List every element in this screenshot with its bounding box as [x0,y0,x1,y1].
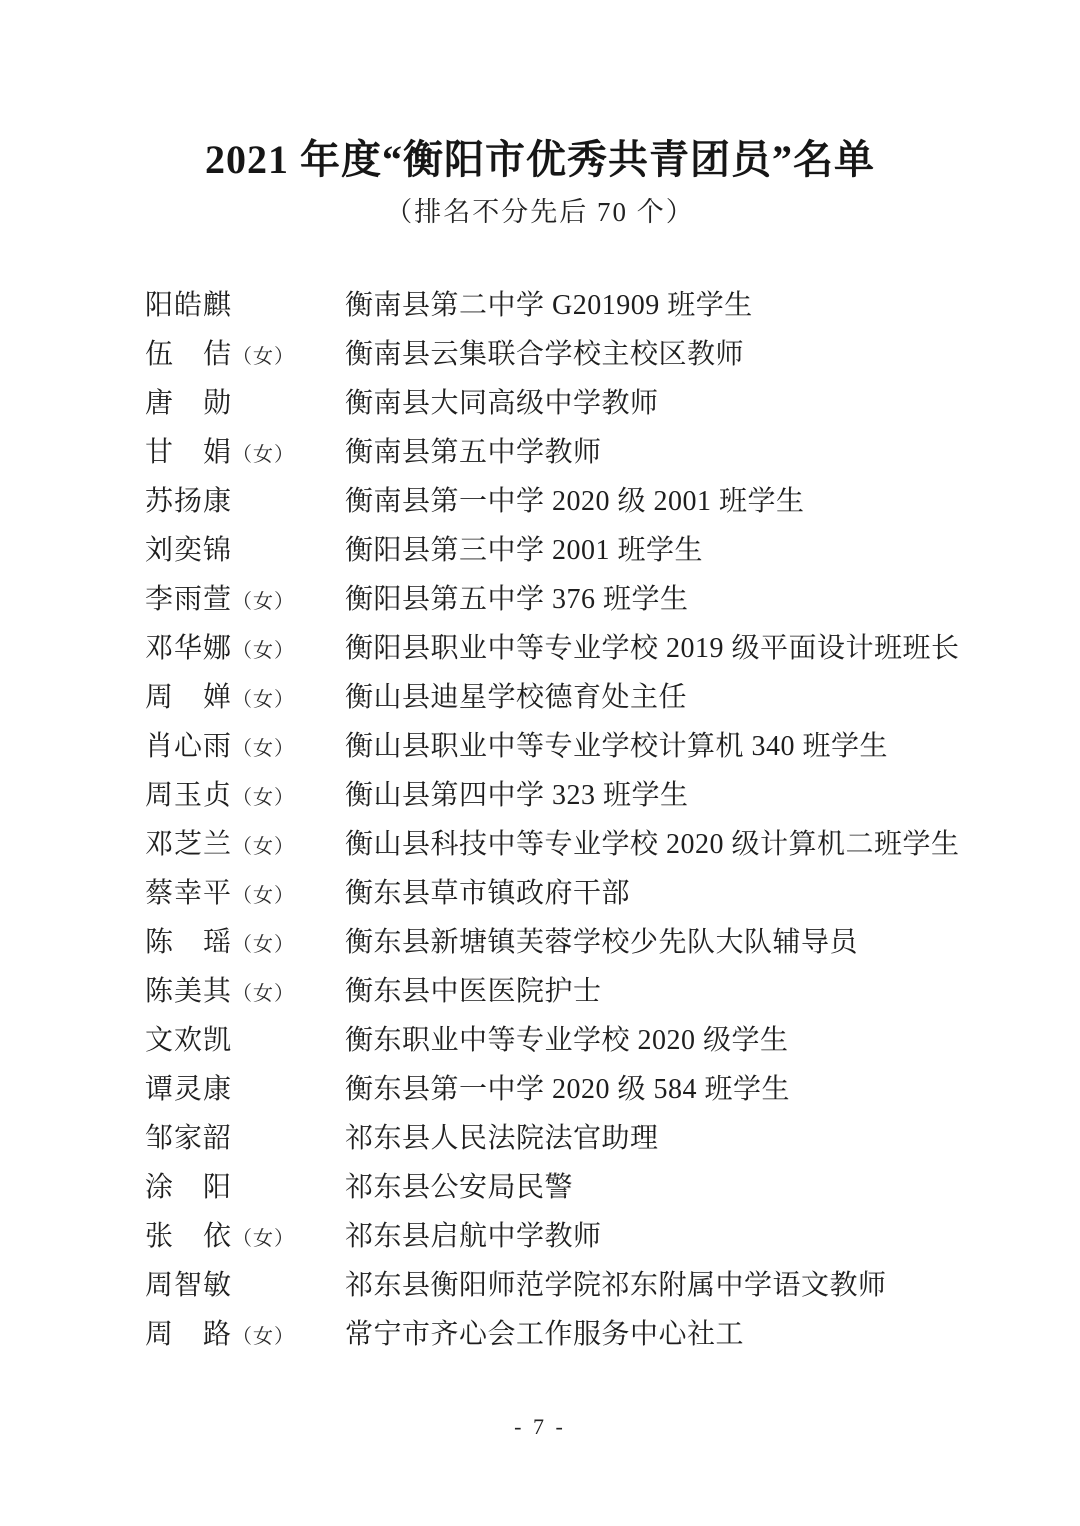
member-affiliation: 祁东县公安局民警 [345,1171,574,1203]
member-name: 甘 娟 [145,436,233,468]
member-name: 周 婵 [145,681,233,713]
member-affiliation: 衡南县云集联合学校主校区教师 [345,338,745,370]
member-affiliation: 衡阳县第五中学 376 班学生 [345,583,689,615]
gender-note: （女） [232,786,296,809]
name-column [145,926,345,958]
member-name: 肖心雨 [145,730,233,762]
roster-row [145,673,1020,722]
gender-note: （女） [232,639,296,662]
member-affiliation: 祁东县人民法院法官助理 [345,1122,659,1154]
member-affiliation: 衡东县新塘镇芙蓉学校少先队大队辅导员 [345,926,859,958]
member-name: 谭灵康 [145,1073,233,1105]
roster-row [145,918,1020,967]
member-affiliation: 衡阳县第三中学 2001 班学生 [345,534,704,566]
member-name: 苏扬康 [145,485,233,517]
member-name: 涂 阳 [145,1171,233,1203]
name-column [145,436,345,468]
member-name: 刘奕锦 [145,534,233,566]
roster-row [145,1163,1020,1212]
roster-row [145,722,1020,771]
roster-row [145,379,1020,428]
gender-note: （女） [232,443,296,466]
name-column [145,1122,345,1154]
member-affiliation: 常宁市齐心会工作服务中心社工 [345,1318,745,1350]
member-affiliation: 衡山县职业中等专业学校计算机 340 班学生 [345,730,889,762]
name-column [145,485,345,517]
gender-note: （女） [232,982,296,1005]
member-affiliation: 衡山县第四中学 323 班学生 [345,779,689,811]
member-name: 邓华娜 [145,632,233,664]
roster-row [145,428,1020,477]
name-column [145,289,345,321]
name-column [145,779,345,811]
gender-note: （女） [232,688,296,711]
name-column [145,387,345,419]
member-affiliation: 祁东县衡阳师范学院祁东附属中学语文教师 [345,1269,887,1301]
name-column [145,583,345,615]
gender-note: （女） [232,884,296,907]
name-column [145,828,345,860]
roster-row [145,967,1020,1016]
member-name: 文欢凯 [145,1024,233,1056]
name-column [145,534,345,566]
member-affiliation: 衡南县大同高级中学教师 [345,387,659,419]
roster-row [145,869,1020,918]
name-column [145,975,345,1007]
member-name: 蔡幸平 [145,877,233,909]
roster-row [145,1065,1020,1114]
gender-note: （女） [232,737,296,760]
name-column [145,1024,345,1056]
roster-row [145,624,1020,673]
member-affiliation: 衡山县科技中等专业学校 2020 级计算机二班学生 [345,828,960,860]
roster-row [145,1016,1020,1065]
member-name: 伍 佶 [145,338,233,370]
roster-row [145,575,1020,624]
roster-row [145,1261,1020,1310]
gender-note: （女） [232,590,296,613]
roster-row [145,820,1020,869]
roster-row [145,526,1020,575]
member-affiliation: 衡南县第五中学教师 [345,436,602,468]
member-affiliation: 衡南县第二中学 G201909 班学生 [345,289,753,321]
page-number: - 7 - [514,1414,566,1439]
gender-note: （女） [232,1227,296,1250]
member-name: 唐 勋 [145,387,233,419]
gender-note: （女） [232,835,296,858]
member-name: 陈美其 [145,975,233,1007]
roster-row [145,477,1020,526]
name-column [145,1073,345,1105]
page-subtitle: （排名不分先后 70 个） [385,197,695,227]
name-column [145,1318,345,1350]
page-title: 2021 年度“衡阳市优秀共青团员”名单 [205,137,875,182]
roster-row [145,281,1020,330]
member-affiliation: 衡东职业中等专业学校 2020 级学生 [345,1024,789,1056]
roster-list [145,281,1020,1359]
gender-note: （女） [232,933,296,956]
roster-row [145,330,1020,379]
member-name: 阳皓麒 [145,289,233,321]
name-column [145,730,345,762]
member-affiliation: 衡南县第一中学 2020 级 2001 班学生 [345,485,805,517]
member-name: 周 路 [145,1318,233,1350]
member-affiliation: 祁东县启航中学教师 [345,1220,602,1252]
name-column [145,681,345,713]
member-name: 周玉贞 [145,779,233,811]
gender-note: （女） [232,1325,296,1348]
name-column [145,877,345,909]
name-column [145,1269,345,1301]
member-affiliation: 衡阳县职业中等专业学校 2019 级平面设计班班长 [345,632,960,664]
roster-row [145,771,1020,820]
member-name: 周智敏 [145,1269,233,1301]
member-affiliation: 衡东县中医医院护士 [345,975,602,1007]
name-column [145,338,345,370]
roster-row [145,1310,1020,1359]
member-name: 邓芝兰 [145,828,233,860]
gender-note: （女） [232,345,296,368]
name-column [145,1220,345,1252]
roster-row [145,1114,1020,1163]
member-name: 李雨萱 [145,583,233,615]
member-name: 陈 瑶 [145,926,233,958]
name-column [145,632,345,664]
member-affiliation: 衡东县草市镇政府干部 [345,877,631,909]
member-name: 邹家韶 [145,1122,233,1154]
member-affiliation: 衡山县迪星学校德育处主任 [345,681,688,713]
name-column [145,1171,345,1203]
member-affiliation: 衡东县第一中学 2020 级 584 班学生 [345,1073,791,1105]
roster-row [145,1212,1020,1261]
member-name: 张 依 [145,1220,233,1252]
